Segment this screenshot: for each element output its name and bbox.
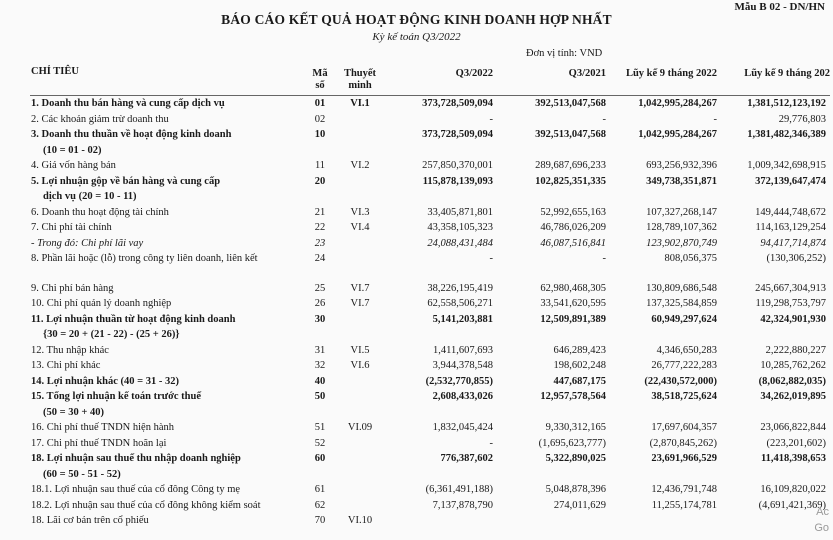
row-ytd-2021: (4,691,421,369)	[758, 499, 826, 511]
table-row	[0, 191, 833, 206]
form-code: Mẫu B 02 - DN/HN	[734, 1, 825, 13]
table-row	[0, 500, 833, 515]
row-label: 2. Các khoản giảm trừ doanh thu	[31, 113, 169, 125]
row-ytd-2021: 29,776,803	[778, 113, 826, 125]
row-q3-2022: 115,878,139,093	[422, 175, 493, 187]
table-row	[0, 314, 833, 329]
row-note: VI.7	[350, 298, 370, 309]
row-ytd-2021: 1,009,342,698,915	[747, 160, 826, 171]
row-note: VI.3	[350, 206, 370, 218]
table-row	[0, 98, 833, 113]
watermark-line-2: Go	[814, 522, 829, 534]
table-row	[0, 238, 833, 253]
row-code: 50	[314, 391, 326, 402]
table-row	[0, 329, 833, 344]
row-note: VI.09	[347, 422, 373, 433]
watermark-line-1: Ac	[816, 506, 829, 518]
row-note: VI.4	[350, 222, 370, 233]
row-q3-2021: 62,980,468,305	[540, 282, 606, 294]
row-q3-2022: -	[489, 437, 493, 449]
row-code: 21	[314, 206, 326, 218]
row-code: 60	[314, 453, 326, 464]
row-ytd-2021: 372,139,647,474	[755, 175, 826, 187]
row-ytd-2021: 1,381,512,123,192	[747, 98, 826, 109]
row-code: 25	[314, 282, 326, 294]
row-ytd-2021: (130,306,252)	[766, 253, 826, 264]
row-ytd-2021: 149,444,748,672	[755, 206, 826, 218]
row-ytd-2022: 128,789,107,362	[646, 222, 717, 233]
row-code: 26	[314, 298, 326, 309]
row-q3-2022: 1,411,607,693	[433, 344, 493, 356]
currency-unit: Đơn vị tính: VND	[526, 48, 603, 59]
row-q3-2021: 102,825,351,335	[535, 175, 606, 187]
row-label: 18.2. Lợi nhuận sau thuế của cổ đông không kiểm soát	[31, 499, 261, 511]
row-note: VI.10	[347, 515, 373, 526]
row-ytd-2022: 349,738,351,871	[646, 175, 717, 187]
row-ytd-2022: 17,697,604,357	[651, 422, 717, 433]
row-q3-2021: 12,957,578,564	[540, 391, 606, 402]
table-row	[0, 283, 833, 298]
row-note: VI.5	[350, 344, 370, 356]
row-ytd-2022: 38,518,725,624	[651, 391, 717, 402]
row-ytd-2022: 693,256,932,396	[646, 160, 717, 171]
row-q3-2021: -	[602, 113, 606, 125]
row-label: 4. Giá vốn hàng bán	[31, 160, 116, 171]
table-row	[0, 391, 833, 406]
row-q3-2022: 1,832,045,424	[432, 422, 493, 433]
row-ytd-2022: 1,042,995,284,267	[638, 98, 717, 109]
row-code: 52	[314, 437, 326, 449]
table-row	[0, 453, 833, 468]
row-ytd-2021: 1,381,482,346,389	[747, 129, 826, 140]
row-q3-2022: -	[489, 253, 493, 264]
row-ytd-2022: (2,870,845,262)	[649, 437, 717, 449]
row-ytd-2021: 11,418,398,653	[760, 453, 826, 464]
table-row	[0, 438, 833, 453]
table-row	[0, 160, 833, 175]
row-q3-2022: (2,532,770,855)	[425, 375, 493, 387]
row-ytd-2021: 114,163,129,254	[755, 222, 826, 233]
row-q3-2021: 198,602,248	[553, 360, 606, 371]
row-q3-2022: 33,405,871,801	[427, 206, 493, 218]
row-label: (60 = 50 - 51 - 52)	[43, 468, 121, 480]
row-q3-2022: 38,226,195,419	[427, 282, 493, 294]
row-code: 11	[314, 160, 326, 171]
row-q3-2021: 5,048,878,396	[545, 484, 606, 495]
row-ytd-2022: 23,691,966,529	[651, 453, 717, 464]
header-note: Thuyết minh	[343, 68, 377, 91]
row-ytd-2022: 123,902,870,749	[646, 237, 717, 249]
row-ytd-2022: 26,777,222,283	[651, 360, 717, 371]
header-q3-2021: Q3/2021	[568, 68, 606, 79]
row-code: 24	[314, 253, 326, 264]
row-label: dịch vụ (20 = 10 - 11)	[43, 191, 137, 202]
row-ytd-2021: 23,066,822,844	[760, 422, 826, 433]
row-ytd-2021: 245,667,304,913	[755, 282, 826, 294]
header-q3-2022: Q3/2022	[455, 68, 493, 79]
row-code: 62	[314, 499, 326, 511]
report-period: Kỳ kế toán Q3/2022	[372, 31, 461, 43]
row-label: (10 = 01 - 02)	[43, 144, 102, 156]
row-label: 5. Lợi nhuận gộp về bán hàng và cung cấp	[31, 175, 221, 187]
row-note: VI.6	[350, 360, 370, 371]
row-q3-2021: 447,687,175	[553, 375, 606, 387]
row-q3-2021: 9,330,312,165	[545, 422, 606, 433]
row-ytd-2022: 137,325,584,859	[646, 298, 717, 309]
row-q3-2022: 3,944,378,548	[432, 360, 493, 371]
row-label: {30 = 20 + (21 - 22) - (25 + 26)}	[43, 329, 180, 340]
row-ytd-2022: 1,042,995,284,267	[638, 129, 717, 140]
row-code: 30	[314, 313, 326, 325]
row-ytd-2021: 119,298,753,797	[755, 298, 826, 309]
row-q3-2022: 373,728,509,094	[422, 98, 493, 109]
row-ytd-2022: (22,430,572,000)	[644, 375, 717, 387]
row-code: 40	[314, 375, 326, 387]
row-label: 7. Chi phí tài chính	[31, 222, 112, 233]
row-note: VI.7	[350, 282, 370, 294]
row-q3-2022: 62,558,506,271	[427, 298, 493, 309]
row-label: 12. Thu nhập khác	[31, 344, 109, 356]
row-q3-2022: 2,608,433,026	[432, 391, 493, 402]
row-q3-2022: 776,387,602	[440, 453, 493, 464]
row-label: - Trong đó: Chi phí lãi vay	[31, 237, 144, 249]
row-label: 9. Chi phí bán hàng	[31, 282, 114, 294]
row-q3-2021: 12,509,891,389	[540, 313, 606, 325]
row-ytd-2022: 107,327,268,147	[646, 206, 717, 218]
row-label: 11. Lợi nhuận thuần từ hoạt động kinh doanh	[31, 313, 236, 325]
table-row	[0, 515, 833, 530]
row-label: 16. Chi phí thuế TNDN hiện hành	[31, 422, 175, 433]
table-row	[0, 376, 833, 391]
table-row	[0, 114, 833, 129]
row-ytd-2021: 10,285,762,262	[760, 360, 826, 371]
table-row	[0, 298, 833, 313]
row-note: VI.2	[350, 160, 370, 171]
row-code: 01	[314, 98, 326, 109]
row-ytd-2021: 94,417,714,874	[760, 237, 826, 249]
row-ytd-2022: 12,436,791,748	[651, 484, 717, 495]
row-ytd-2022: 11,255,174,781	[651, 499, 717, 511]
table-row	[0, 345, 833, 360]
row-ytd-2022: 60,949,297,624	[651, 313, 717, 325]
row-q3-2021: -	[602, 253, 606, 264]
row-code: 10	[314, 129, 326, 140]
row-ytd-2021: 34,262,019,895	[760, 391, 826, 402]
table-row	[0, 469, 833, 484]
row-label: 8. Phần lãi hoặc (lỗ) trong công ty liên doanh, liên kết	[31, 253, 258, 264]
row-code: 51	[314, 422, 326, 433]
row-ytd-2021: (223,201,602)	[766, 437, 826, 449]
row-label: 18. Lợi nhuận sau thuế thu nhập doanh nghiệp	[31, 453, 241, 464]
row-q3-2021: 392,513,047,568	[535, 129, 606, 140]
row-label: 1. Doanh thu bán hàng và cung cấp dịch vụ	[31, 98, 225, 109]
header-ytd-2021: Lũy kế 9 tháng 202	[744, 68, 830, 79]
table-row	[0, 407, 833, 422]
row-label: 14. Lợi nhuận khác (40 = 31 - 32)	[31, 375, 180, 387]
row-q3-2022: -	[489, 113, 493, 125]
row-label: 6. Doanh thu hoạt động tài chính	[31, 206, 169, 218]
row-q3-2021: 46,087,516,841	[540, 237, 606, 249]
row-q3-2022: 43,358,105,323	[427, 222, 493, 233]
row-q3-2022: 5,141,203,881	[432, 313, 493, 325]
row-q3-2021: 46,786,026,209	[540, 222, 606, 233]
row-q3-2021: (1,695,623,777)	[538, 437, 606, 449]
row-ytd-2021: (8,062,882,035)	[758, 375, 826, 387]
row-code: 70	[314, 515, 326, 526]
row-label: 18.1. Lợi nhuận sau thuế của cổ đông Công ty mẹ	[31, 484, 241, 495]
header-label: CHỈ TIÊU	[31, 66, 79, 77]
table-row	[0, 422, 833, 437]
row-code: 20	[314, 175, 326, 187]
row-code: 32	[314, 360, 326, 371]
row-label: 13. Chi phí khác	[31, 360, 101, 371]
row-ytd-2022: 4,346,650,283	[656, 344, 717, 356]
row-q3-2021: 52,992,655,163	[540, 206, 606, 218]
row-q3-2021: 274,011,629	[553, 499, 606, 511]
row-q3-2022: 257,850,370,001	[422, 160, 493, 171]
row-code: 23	[314, 237, 326, 249]
row-q3-2021: 289,687,696,233	[535, 160, 606, 171]
table-row	[0, 145, 833, 160]
row-q3-2021: 392,513,047,568	[535, 98, 606, 109]
table-row	[0, 129, 833, 144]
row-code: 61	[314, 484, 326, 495]
table-row	[0, 222, 833, 237]
row-label: 15. Tổng lợi nhuận kế toán trước thuế	[31, 391, 202, 402]
row-label: 17. Chi phí thuế TNDN hoãn lại	[31, 437, 167, 449]
header-ytd-2022: Lũy kế 9 tháng 2022	[625, 68, 717, 79]
row-q3-2022: 24,088,431,484	[427, 237, 493, 249]
row-q3-2022: (6,361,491,188)	[425, 484, 493, 495]
row-ytd-2022: -	[713, 113, 717, 125]
row-ytd-2022: 808,056,375	[664, 253, 717, 264]
row-ytd-2021: 16,109,820,022	[760, 484, 826, 495]
row-code: 02	[314, 113, 326, 125]
row-note: VI.1	[350, 98, 370, 109]
row-q3-2022: 7,137,878,790	[432, 499, 493, 511]
row-label: (50 = 30 + 40)	[43, 406, 104, 418]
table-row	[0, 176, 833, 191]
header-code: Mã số	[312, 68, 328, 91]
row-code: 31	[314, 344, 326, 356]
row-q3-2021: 5,322,890,025	[545, 453, 606, 464]
row-label: 3. Doanh thu thuần về hoạt động kinh doanh	[31, 129, 232, 140]
row-q3-2022: 373,728,509,094	[422, 129, 493, 140]
row-q3-2021: 646,289,423	[553, 344, 606, 356]
table-row	[0, 484, 833, 499]
row-ytd-2021: 2,222,880,227	[765, 344, 826, 356]
table-row	[0, 360, 833, 375]
report-title: BÁO CÁO KẾT QUẢ HOẠT ĐỘNG KINH DOANH HỢP NHẤT	[221, 12, 612, 27]
row-label: 18. Lãi cơ bản trên cổ phiếu	[31, 515, 149, 526]
row-code: 22	[314, 222, 326, 233]
row-q3-2021: 33,541,620,595	[540, 298, 606, 309]
row-label: 10. Chi phí quản lý doanh nghiệp	[31, 298, 172, 309]
row-ytd-2022: 130,809,686,548	[646, 282, 717, 294]
table-row	[0, 253, 833, 268]
table-row	[0, 207, 833, 222]
header-divider	[30, 95, 830, 96]
row-ytd-2021: 42,324,901,930	[760, 313, 826, 325]
